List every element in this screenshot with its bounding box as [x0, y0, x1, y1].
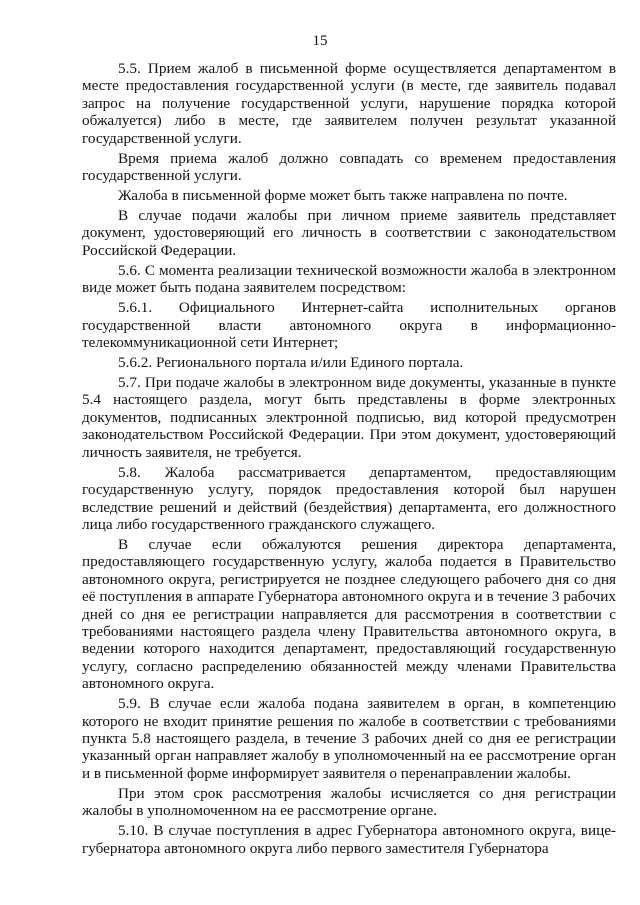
document-body: [82, 60, 616, 857]
paragraph-reception-time: Время приема жалоб должно совпадать со временем предоставления государственной услуги.: [82, 149, 616, 185]
paragraph-director-appeal: В случае если обжалуются решения директора департамента, предоставляющего государственную услугу, жалоба подается в Правительство автономного округа, регистрируется не позднее следующего рабочего дня со дня её поступления в аппарате Губернатора автономного округа и в течение 3 рабочих дней со дня ее регистрации направляется для рассмотрения в соответствии с требованиями настоящего раздела члену Правительства автономного округа, в ведении которого находится департамент, предоставляющий государственную услугу, согласно распределению обязанностей между членами Правительства автономного округа.: [82, 535, 616, 693]
paragraph-review-period: При этом срок рассмотрения жалобы исчисляется со дня регистрации жалобы в уполномоченном на ее рассмотрение органе.: [82, 784, 616, 820]
paragraph-5-6-1: 5.6.1. Официального Интернет-сайта исполнительных органов государственной власти автономного округа в информационно-телекоммуникационной сети Интернет;: [82, 299, 616, 352]
paragraph-identity-document: В случае подачи жалобы при личном приеме заявитель представляет документ, удостоверяющий его личность в соответствии с законодательством Российской Федерации.: [82, 207, 616, 259]
paragraph-5-8: 5.8. Жалоба рассматривается департаментом, предоставляющим государственную услугу, порядок предоставления которой был нарушен вследствие решений и действий (бездействия) департамента, его должностного лица либо государственного гражданского служащего.: [82, 463, 616, 533]
paragraph-5-10: 5.10. В случае поступления в адрес Губернатора автономного округа, вице-губернатора автономного округа либо первого заместителя Губернатора: [82, 822, 616, 857]
paragraph-5-6: 5.6. С момента реализации технической возможности жалоба в электронном виде может быть подана заявителем посредством:: [82, 261, 616, 297]
paragraph-5-6-2: 5.6.2. Регионального портала и/или Единого портала.: [118, 354, 464, 372]
paragraph-postal-complaint: Жалоба в письменной форме может быть также направлена по почте.: [118, 187, 568, 205]
paragraph-5-7: 5.7. При подаче жалобы в электронном виде документы, указанные в пункте 5.4 настоящего раздела, могут быть представлены в форме электронных документов, подписанных электронной подписью, вид которой предусмотрен законодательством Российской Федерации. При этом документ, удостоверяющий личность заявителя, не требуется.: [82, 374, 616, 461]
paragraph-5-9: 5.9. В случае если жалоба подана заявителем в орган, в компетенцию которого не входит принятие решения по жалобе в соответствии с требованиями пункта 5.8 настоящего раздела, в течение 3 рабочих дней со дня ее регистрации указанный орган направляет жалобу в уполномоченный на ее рассмотрение орган и в письменной форме информирует заявителя о перенаправлении жалобы.: [82, 695, 616, 782]
page-number: 15: [312, 33, 328, 49]
paragraph-5-5: 5.5. Прием жалоб в письменной форме осуществляется департаментом в месте предоставления государственной услуги (в месте, где заявитель подавал запрос на получение государственной услуги, нарушение порядка которой обжалуется) либо в месте, где заявителем получен результат указанной государственной услуги.: [82, 60, 616, 147]
